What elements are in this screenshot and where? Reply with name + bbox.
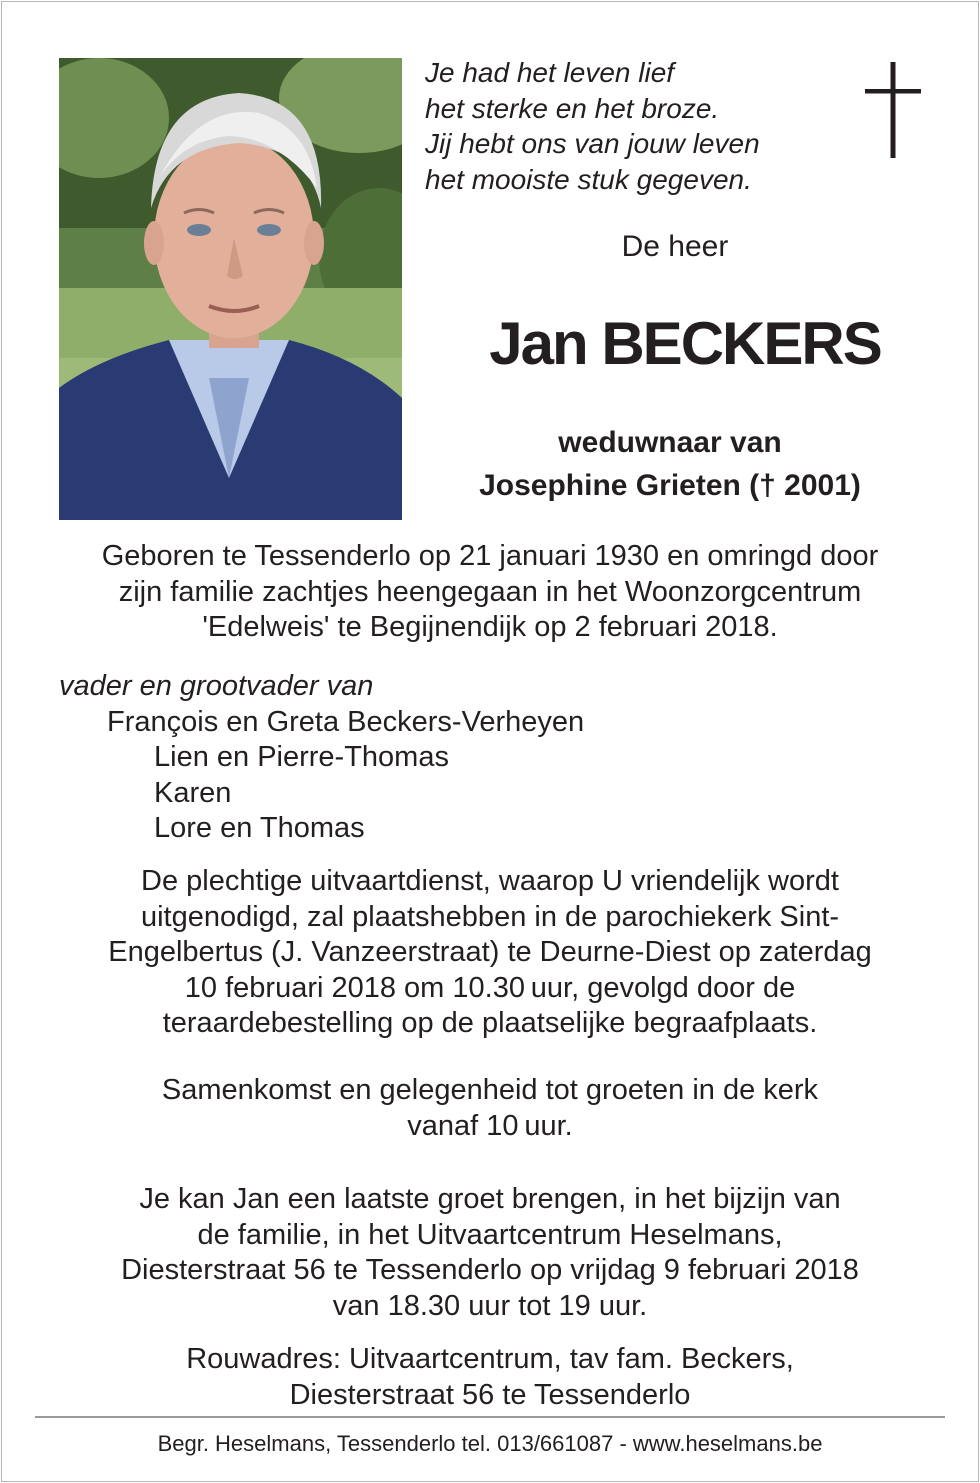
paragraph-line: Geboren te Tessenderlo op 21 januari 1930 en omringd door (101, 540, 879, 572)
paragraph-line: De plechtige uitvaartdienst, waarop U vriendelijk wordt (141, 865, 839, 897)
footer-divider (35, 1416, 945, 1418)
family-intro: vader en grootvader van (59, 670, 374, 702)
paragraph-line: 10 februari 2018 om 10.30 uur, gevolgd door de (184, 971, 796, 1004)
paragraph-line: uitgenodigd, zal plaatshebben in de parochiekerk Sint- (140, 900, 840, 933)
poem-line: Jij hebt ons van jouw leven (425, 128, 760, 159)
paragraph-line: Engelbertus (J. Vanzeerstraat) te Deurne-Diest op zaterdag (108, 936, 872, 968)
meeting-paragraph (30, 1073, 950, 1144)
honorific-title: De heer (621, 230, 729, 263)
poem-line: het sterke en het broze. (425, 92, 720, 124)
poem (425, 55, 760, 197)
mourning-address (30, 1342, 950, 1413)
spouse-line: weduwnaar van (558, 426, 782, 459)
visitation-paragraph (30, 1182, 950, 1324)
family-list (59, 669, 584, 847)
paragraph-line: Je kan Jan een laatste groet brengen, in het bijzijn van (139, 1183, 841, 1215)
paragraph-line: teraardebestelling op de plaatselijke begraafplaats. (162, 1007, 818, 1039)
paragraph-line: Diesterstraat 56 te Tessenderlo (289, 1378, 691, 1411)
paragraph-line: 'Edelweis' te Begijnendijk op 2 februari 2018. (202, 611, 778, 643)
paragraph-line: vanaf 10 uur. (407, 1109, 573, 1142)
paragraph-line: Samenkomst en gelegenheid tot groeten in de kerk (161, 1074, 819, 1106)
cross-icon (865, 62, 921, 158)
paragraph-line: Rouwadres: Uitvaartcentrum, tav fam. Beckers, (186, 1343, 794, 1375)
paragraph-line: de familie, in het Uitvaartcentrum Heselmans, (197, 1218, 783, 1251)
deceased-name: Jan BECKERS (489, 310, 881, 377)
portrait-illustration (59, 58, 402, 520)
family-grandchild: Lien en Pierre-Thomas (154, 741, 449, 773)
family-grandchild: Lore en Thomas (154, 812, 365, 844)
spouse-info (420, 421, 920, 507)
paragraph-line: zijn familie zachtjes heengegaan in het Woonzorgcentrum (118, 575, 862, 608)
poem-line: Je had het leven lief (425, 57, 675, 88)
paragraph-line: van 18.30 uur tot 19 uur. (332, 1289, 648, 1322)
family-grandchild: Karen (154, 776, 232, 809)
birth-death-paragraph (30, 539, 950, 646)
spouse-line: Josephine Grieten († 2001) (479, 469, 861, 502)
paragraph-line: Diesterstraat 56 te Tessenderlo op vrijdag 9 februari 2018 (121, 1254, 859, 1286)
family-children: François en Greta Beckers-Verheyen (107, 705, 585, 738)
poem-line: het mooiste stuk gegeven. (425, 163, 752, 195)
footer-credit: Begr. Heselmans, Tessenderlo tel. 013/661087 - www.heselmans.be (157, 1431, 823, 1456)
funeral-service-paragraph (30, 864, 950, 1042)
portrait-photo (59, 58, 402, 520)
